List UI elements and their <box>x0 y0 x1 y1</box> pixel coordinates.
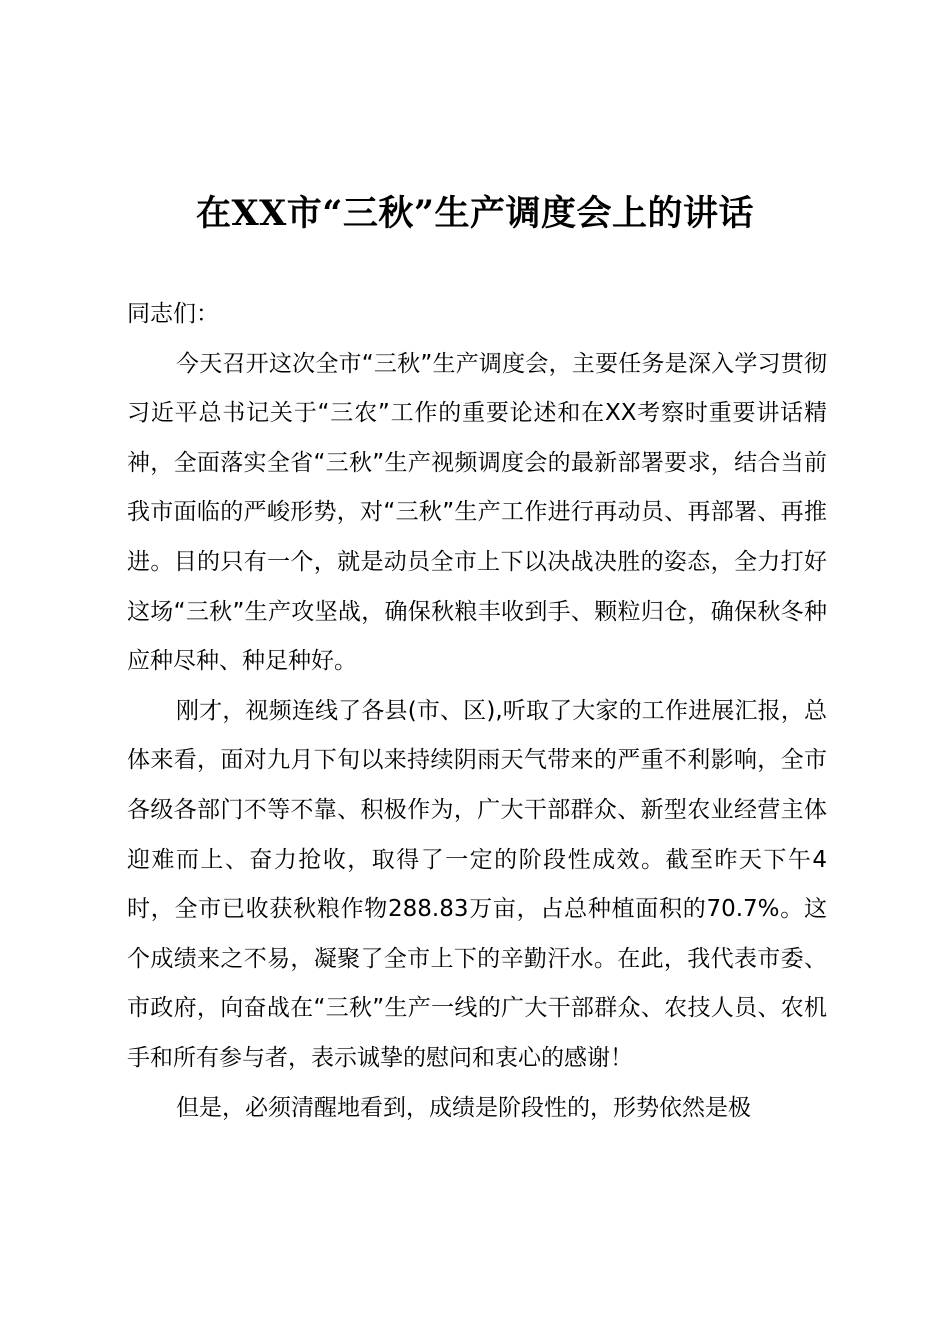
document-body <box>127 290 827 1133</box>
paragraph-progress: 刚才，视频连线了各县(市、区),听取了大家的工作进展汇报，总体来看，面对九月下旬以来持续阴雨天气带来的严重不利影响，全市各级各部门不等不靠、积极作为，广大干部群众、新型农业经营主体迎难而上、奋力抢收，取得了一定的阶段性成效。截至昨天下午4时，全市已收获秋粮作物288.83万亩，占总种植面积的70.7%。这个成绩来之不易，凝聚了全市上下的辛勤汗水。在此，我代表市委、市政府，向奋战在“三秋”生产一线的广大干部群众、农技人员、农机手和所有参与者，表示诚挚的慰问和衷心的感谢！ <box>127 697 827 1071</box>
document-title: 在XX市“三秋”生产调度会上的讲话 <box>195 193 755 234</box>
salutation: 同志们： <box>127 301 219 327</box>
paragraph-warning: 但是，必须清醒地看到，成绩是阶段性的，形势依然是极 <box>176 1094 751 1121</box>
paragraph-opening: 今天召开这次全市“三秋”生产调度会，主要任务是深入学习贯彻习近平总书记关于“三农”工作的重要论述和在XX考察时重要讲话精神，全面落实全省“三秋”生产视频调度会的最新部署要求，结合当前我市面临的严峻形势，对“三秋”生产工作进行再动员、再部署、再推进。目的只有一个，就是动员全市上下以决战决胜的姿态，全力打好这场“三秋”生产攻坚战，确保秋粮丰收到手、颗粒归仓，确保秋冬种应种尽种、种足种好。 <box>127 350 827 675</box>
